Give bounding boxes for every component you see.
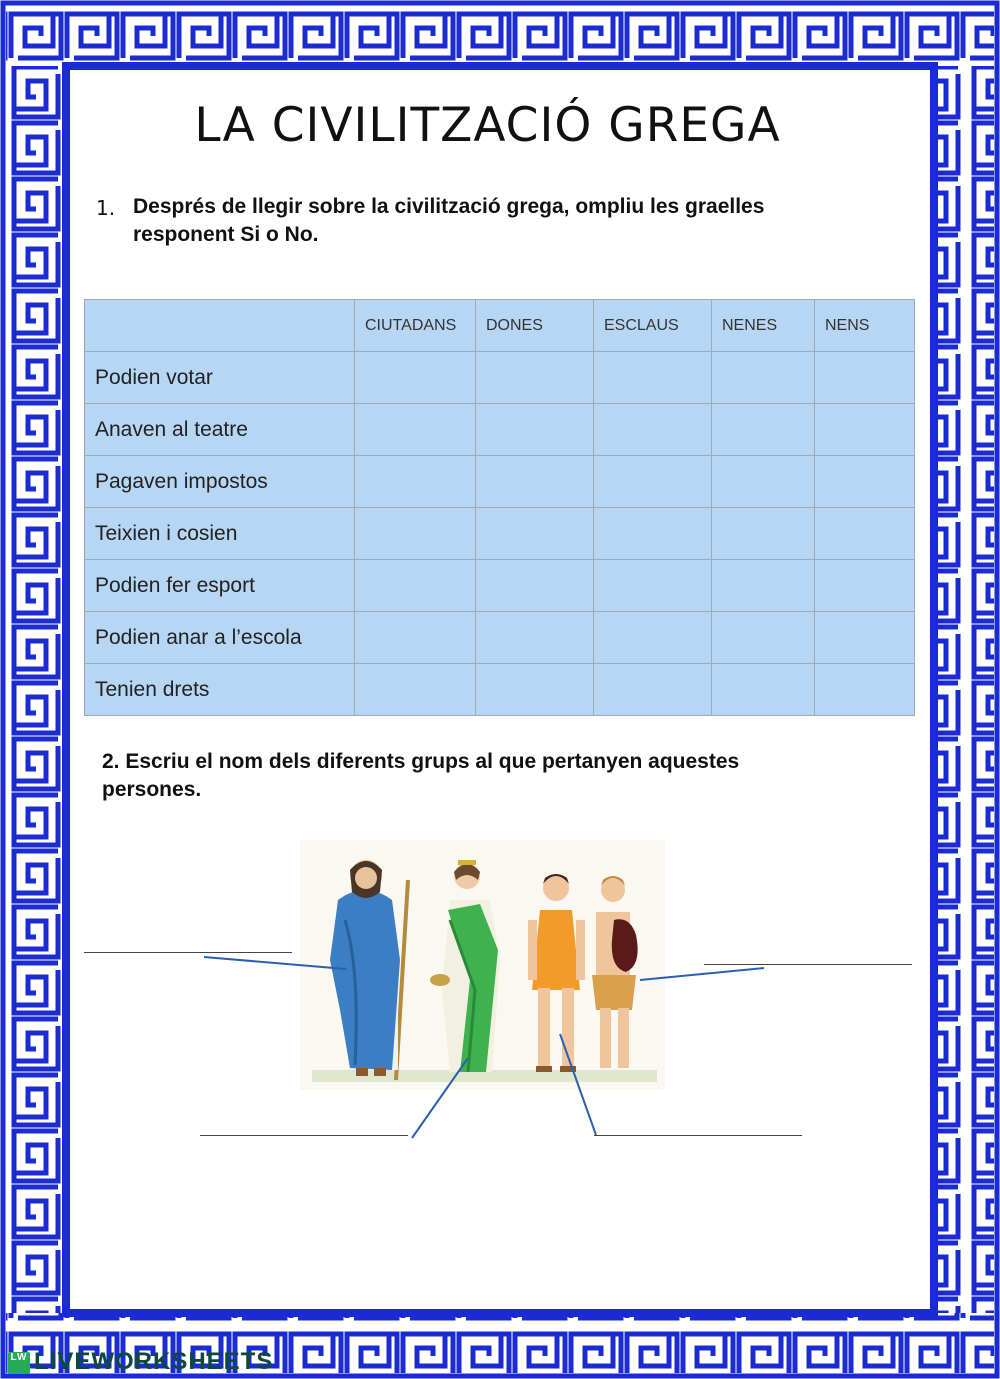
answer-cell[interactable] [712,508,815,560]
answer-cell[interactable] [476,352,594,404]
answer-cell[interactable] [815,664,915,716]
answer-cell[interactable] [712,612,815,664]
grid-header-ciutadans: CIUTADANS [355,300,476,352]
answer-cell[interactable] [594,404,712,456]
answer-cell[interactable] [355,352,476,404]
answer-line-2[interactable] [200,1135,408,1136]
row-label: Podien votar [85,352,355,404]
answer-cell[interactable] [594,560,712,612]
page-title: LA CIVILITZACIÓ GREGA [194,98,781,153]
table-row [85,664,915,716]
answer-cell[interactable] [355,560,476,612]
question-1-line-1: Després de llegir sobre la civilització grega, ompliu les graelles [133,195,765,218]
grid-header-nens: NENS [815,300,915,352]
answer-line-1[interactable] [84,952,292,953]
liveworksheets-logo-icon: LW [8,1352,30,1374]
grid-header-row [85,300,915,352]
answer-cell[interactable] [476,404,594,456]
answer-cell[interactable] [712,456,815,508]
answer-line-4[interactable] [704,964,912,965]
answer-cell[interactable] [594,612,712,664]
table-row [85,404,915,456]
answer-cell[interactable] [815,612,915,664]
question-2-line-1: 2. Escriu el nom dels diferents grups al que pertanyen aquestes [102,750,740,773]
liveworksheets-watermark [8,1348,273,1376]
answer-cell[interactable] [594,352,712,404]
grid-header-dones: DONES [476,300,594,352]
row-label: Pagaven impostos [85,456,355,508]
table-row [85,508,915,560]
question-2-text [102,748,739,804]
answer-cell[interactable] [594,664,712,716]
answer-cell[interactable] [476,664,594,716]
table-row [85,456,915,508]
answer-cell[interactable] [815,508,915,560]
greek-figures-illustration [300,840,665,1090]
answer-cell[interactable] [476,456,594,508]
answer-cell[interactable] [815,352,915,404]
answer-cell[interactable] [355,612,476,664]
question-1-line-2: responent Si o No. [133,223,319,246]
row-label: Podien anar a l’escola [85,612,355,664]
answer-grid [84,299,915,716]
answer-cell[interactable] [712,352,815,404]
table-row [85,560,915,612]
answer-line-3[interactable] [594,1135,802,1136]
row-label: Tenien drets [85,664,355,716]
answer-cell[interactable] [594,508,712,560]
answer-cell[interactable] [594,456,712,508]
row-label: Podien fer esport [85,560,355,612]
answer-cell[interactable] [476,508,594,560]
answer-cell[interactable] [355,508,476,560]
answer-cell[interactable] [712,664,815,716]
answer-cell[interactable] [476,560,594,612]
table-row [85,612,915,664]
answer-cell[interactable] [815,456,915,508]
answer-cell[interactable] [355,404,476,456]
grid-header-blank [85,300,355,352]
grid-header-nenes: NENES [712,300,815,352]
answer-cell[interactable] [476,612,594,664]
answer-cell[interactable] [815,404,915,456]
question-2-line-2: persones. [102,778,202,801]
answer-cell[interactable] [355,664,476,716]
answer-cell[interactable] [815,560,915,612]
row-label: Anaven al teatre [85,404,355,456]
question-1-text [133,193,764,249]
answer-cell[interactable] [712,560,815,612]
question-1-number: 1. [96,196,116,220]
table-row [85,352,915,404]
row-label: Teixien i cosien [85,508,355,560]
answer-cell[interactable] [355,456,476,508]
answer-cell[interactable] [712,404,815,456]
grid-header-esclaus: ESCLAUS [594,300,712,352]
watermark-text: LIVEWORKSHEETS [34,1348,274,1375]
